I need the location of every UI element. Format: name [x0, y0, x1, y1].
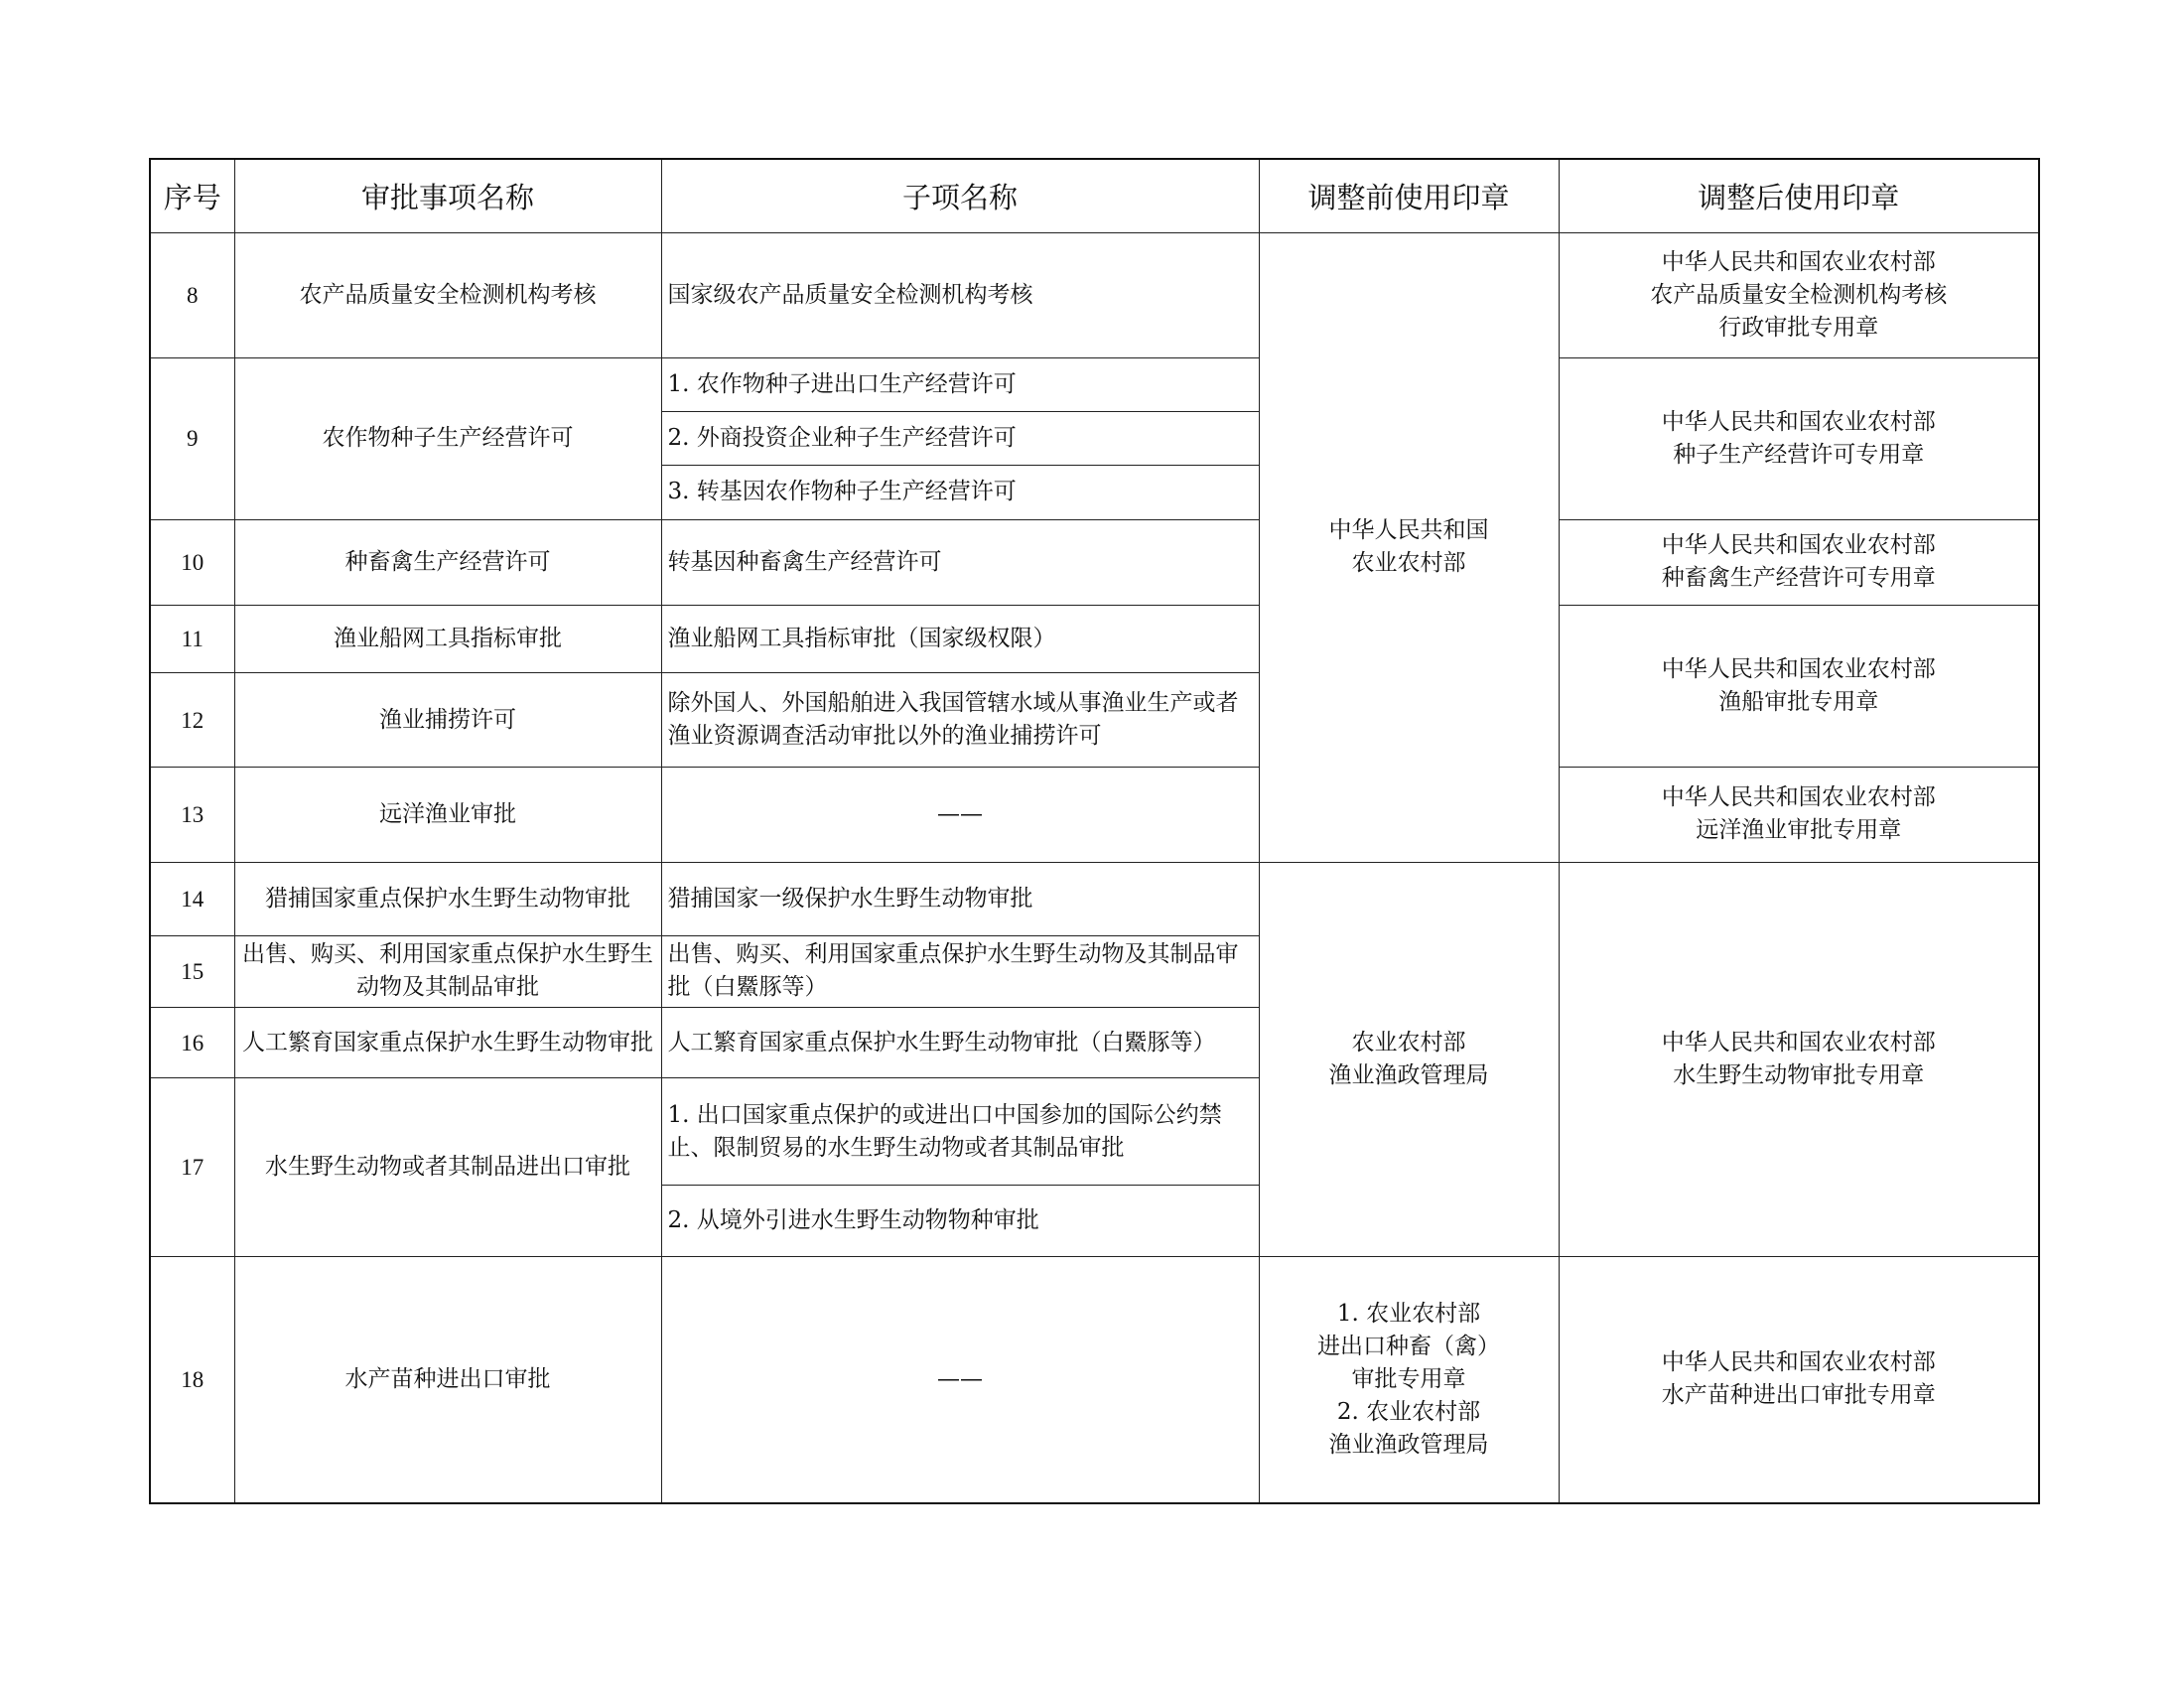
row-seq: 16: [150, 1007, 234, 1077]
seal-line: 种畜禽生产经营许可专用章: [1661, 565, 1936, 592]
seal-after: [1559, 605, 2039, 767]
header-seq: 序号: [150, 159, 234, 232]
item-name: 农作物种子生产经营许可: [234, 358, 661, 519]
row-seq: 11: [150, 605, 234, 672]
seal-line: 中华人民共和国农业农村部: [1661, 248, 1936, 275]
seal-after: [1559, 358, 2039, 519]
seal-line: 渔业渔政管理局: [1328, 1061, 1489, 1088]
seal-line: 农业农村部: [1351, 550, 1466, 577]
seal-before-ministry: [1259, 232, 1559, 862]
table-row: [150, 605, 2039, 672]
row-seq: 9: [150, 358, 234, 519]
row-seq: 8: [150, 232, 234, 357]
approval-seal-table: [149, 158, 2040, 1504]
sub-item-name: ——: [661, 1256, 1259, 1503]
item-name: 出售、购买、利用国家重点保护水生野生动物及其制品审批: [234, 935, 661, 1007]
row-seq: 10: [150, 519, 234, 605]
header-row: [150, 159, 2039, 232]
seal-line: 中华人民共和国农业农村部: [1661, 1029, 1936, 1056]
header-seal-after: 调整后使用印章: [1559, 159, 2039, 232]
table-row: [150, 1256, 2039, 1503]
seal-line: 农产品质量安全检测机构考核: [1650, 281, 1948, 308]
seal-line: 中华人民共和国农业农村部: [1661, 656, 1936, 683]
item-name: 种畜禽生产经营许可: [234, 519, 661, 605]
seal-line: 渔业渔政管理局: [1328, 1431, 1489, 1458]
table-row: [150, 862, 2039, 935]
item-name: 渔业捕捞许可: [234, 672, 661, 767]
header-seal-before: 调整前使用印章: [1259, 159, 1559, 232]
item-name: 渔业船网工具指标审批: [234, 605, 661, 672]
sub-item-name: 国家级农产品质量安全检测机构考核: [661, 232, 1259, 357]
row-seq: 12: [150, 672, 234, 767]
header-sub-item-name: 子项名称: [661, 159, 1259, 232]
table-row: [150, 768, 2039, 862]
row-seq: 14: [150, 862, 234, 935]
seal-line: 渔船审批专用章: [1718, 689, 1879, 716]
row-seq: 17: [150, 1078, 234, 1257]
row-seq: 18: [150, 1256, 234, 1503]
sub-item-name: 转基因种畜禽生产经营许可: [661, 519, 1259, 605]
seal-after: [1559, 519, 2039, 605]
sub-item-name: 出售、购买、利用国家重点保护水生野生动物及其制品审批（白鱀豚等）: [661, 935, 1259, 1007]
sub-item-name: 除外国人、外国船舶进入我国管辖水域从事渔业生产或者渔业资源调查活动审批以外的渔业捕捞许可: [661, 672, 1259, 767]
item-name: 水产苗种进出口审批: [234, 1256, 661, 1503]
seal-line: 中华人民共和国农业农村部: [1661, 784, 1936, 811]
seal-line: 审批专用章: [1351, 1365, 1466, 1392]
seal-line: 中华人民共和国: [1328, 517, 1489, 544]
sub-item-name: 人工繁育国家重点保护水生野生动物审批（白鱀豚等）: [661, 1007, 1259, 1077]
item-name: 人工繁育国家重点保护水生野生动物审批: [234, 1007, 661, 1077]
sub-item-name: 2. 外商投资企业种子生产经营许可: [661, 412, 1259, 466]
table-row: [150, 358, 2039, 412]
item-name: 猎捕国家重点保护水生野生动物审批: [234, 862, 661, 935]
item-name: 水生野生动物或者其制品进出口审批: [234, 1078, 661, 1257]
seal-after: [1559, 862, 2039, 1256]
sub-item-name: 2. 从境外引进水生野生动物物种审批: [661, 1186, 1259, 1256]
seal-line: 水产苗种进出口审批专用章: [1661, 1382, 1936, 1409]
table-row: [150, 232, 2039, 357]
seal-line: 中华人民共和国农业农村部: [1661, 1349, 1936, 1376]
seal-line: 远洋渔业审批专用章: [1696, 817, 1902, 844]
seal-before-bureau: [1259, 862, 1559, 1256]
seal-line: 中华人民共和国农业农村部: [1661, 408, 1936, 435]
table-row: [150, 519, 2039, 605]
seal-line: 水生野生动物审批专用章: [1673, 1061, 1925, 1088]
sub-item-name: 1. 农作物种子进出口生产经营许可: [661, 358, 1259, 412]
sub-item-name: ——: [661, 768, 1259, 862]
item-name: 农产品质量安全检测机构考核: [234, 232, 661, 357]
row-seq: 15: [150, 935, 234, 1007]
seal-line: 中华人民共和国农业农村部: [1661, 532, 1936, 559]
item-name: 远洋渔业审批: [234, 768, 661, 862]
seal-after: [1559, 768, 2039, 862]
sub-item-name: 渔业船网工具指标审批（国家级权限）: [661, 605, 1259, 672]
seal-line: 农业农村部: [1351, 1029, 1466, 1056]
seal-after: [1559, 232, 2039, 357]
sub-item-name: 1. 出口国家重点保护的或进出口中国参加的国际公约禁止、限制贸易的水生野生动物或者其制品审批: [661, 1078, 1259, 1186]
sub-item-name: 猎捕国家一级保护水生野生动物审批: [661, 862, 1259, 935]
sub-item-name: 3. 转基因农作物种子生产经营许可: [661, 466, 1259, 519]
header-item-name: 审批事项名称: [234, 159, 661, 232]
seal-before: [1259, 1256, 1559, 1503]
seal-line: 进出口种畜（禽）: [1317, 1333, 1500, 1359]
seal-line: 1. 农业农村部: [1336, 1300, 1481, 1327]
seal-after: [1559, 1256, 2039, 1503]
row-seq: 13: [150, 768, 234, 862]
seal-line: 2. 农业农村部: [1336, 1398, 1481, 1425]
seal-line: 种子生产经营许可专用章: [1673, 441, 1925, 468]
seal-line: 行政审批专用章: [1718, 314, 1879, 341]
